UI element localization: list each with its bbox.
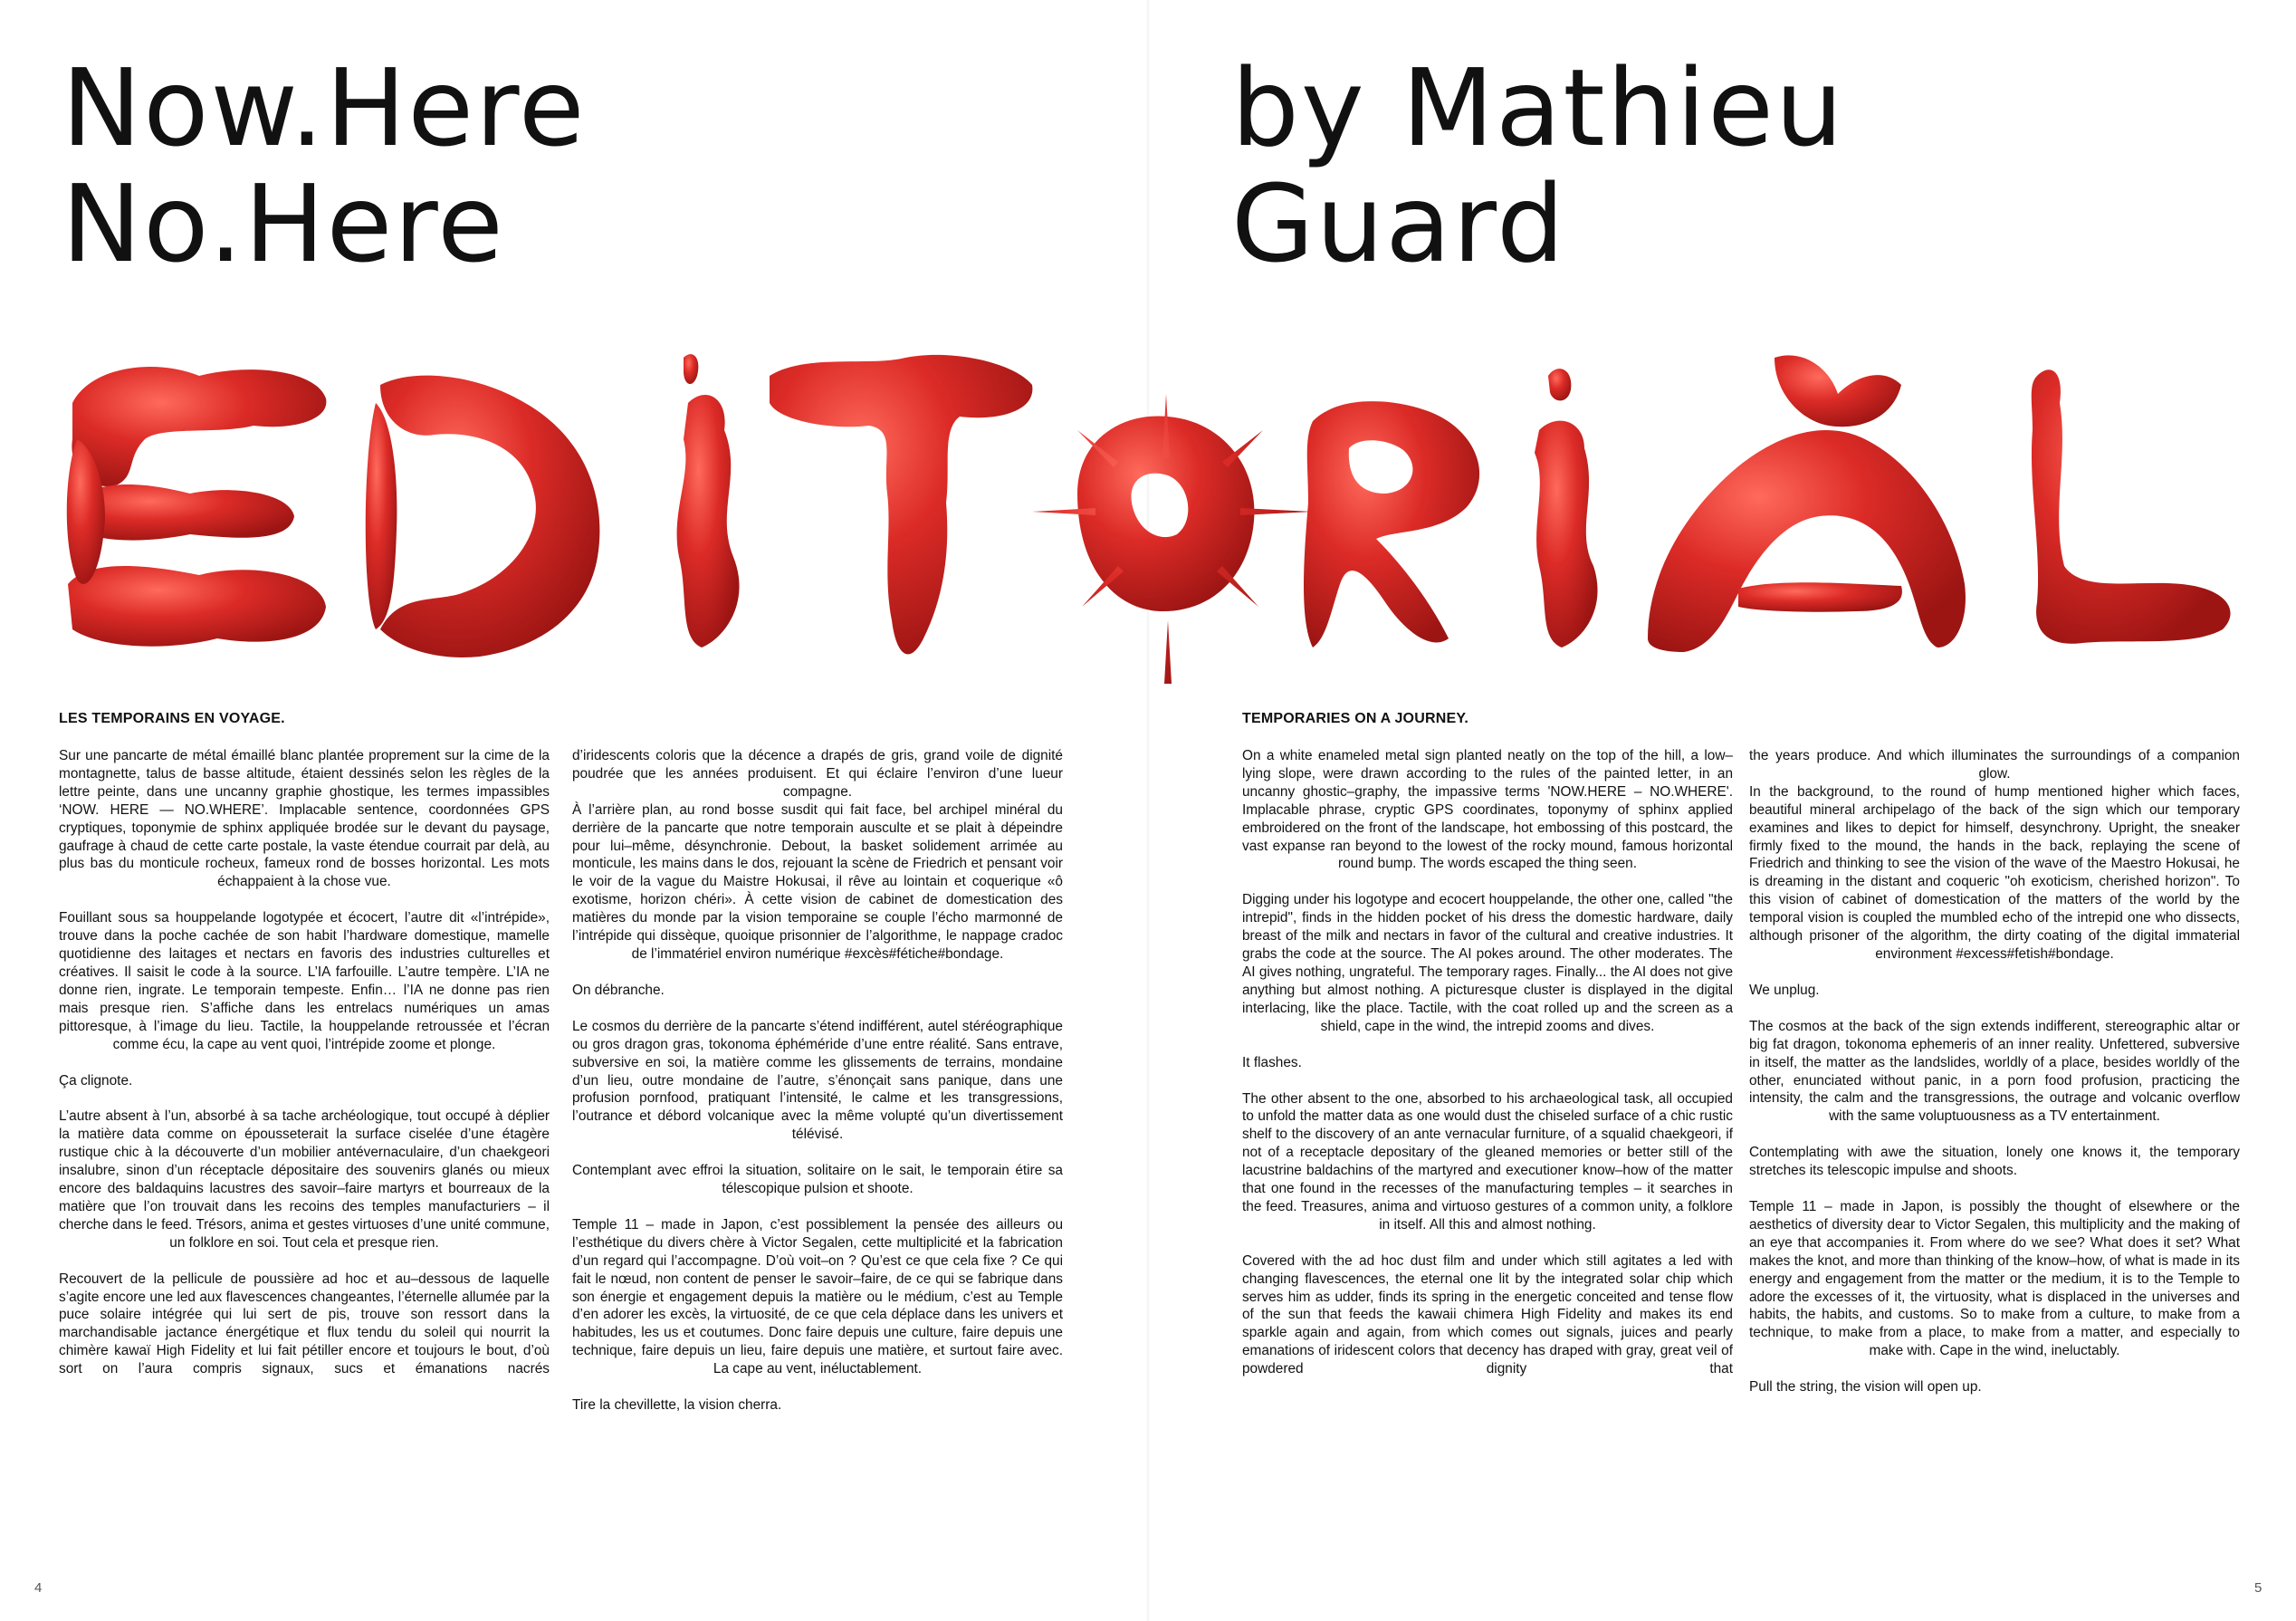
letter-l-blob <box>2032 369 2231 644</box>
fr-paragraph: Temple 11 – made in Japon, c’est possiblement la pensée des ailleurs ou l’esthétique du divers chère à Victor Segalen, cette multiplicité et la fabrication d’un regard qui l’accompagne. D’où voit–on ? Qu’est ce que cela fixe ? Ce qui fait le nœud, non content de penser le savoir–faire, de ce qui se fabrique dans son énergie et engagement depuis la matière ou le médium, c’est au Temple d’en adorer les excès, la virtuosité, de ce que cela déplace dans les univers et habitudes, les us et coutumes. Donc faire depuis une culture, faire depuis une technique, faire depuis un lieu, faire depuis une matière, et surtout faire avec. La cape au vent, inéluctablement. <box>572 1216 1063 1377</box>
en-paragraph: Pull the string, the vision will open up. <box>1749 1379 1982 1396</box>
fr-paragraph: Contemplant avec effroi la situation, solitaire on le sait, le temporain étire sa télescopique pulsion et shoote. <box>572 1163 1063 1197</box>
en-column-1 <box>1242 747 1733 1396</box>
byline-line-1: by Mathieu <box>1231 45 1845 170</box>
letter-r-blob <box>1304 401 1479 647</box>
en-paragraph: Temple 11 – made in Japon, is possibly the thought of elsewhere or the aesthetics of diversity dear to Victor Segalen, this multiplicity and the making of an eye that accompanies it. From where do we see? What does it set? What makes the knot, and more than thinking of the know–how, of what is made in its energy and engagement from the matter or the medium, it is to the Temple to adore the excesses of it, the virtuosity, what is displaced in the universes and habits, the habits, and customs. So to make from a culture, to make from a technique, to make from a place, to make from a matter, and especially to make with. Cape in the wind, ineluctably. <box>1749 1199 2240 1359</box>
en-paragraph: the years produce. And which illuminates the surroundings of a companion glow. <box>1749 748 2240 782</box>
title-line-2: No.Here <box>62 161 505 286</box>
title-right <box>1231 45 1845 286</box>
en-paragraph: Contemplating with awe the situation, lonely one knows it, the temporary stretches its telescopic impulse and shoots. <box>1749 1145 2240 1179</box>
title-line-1: Now.Here <box>62 45 587 170</box>
fr-paragraph: Recouvert de la pellicule de poussière ad hoc et au–dessous de laquelle s’agite encore une led aux flavescences changeantes, l’éternelle allumée par la puce solaire intégrée qui lui sert de pis, trouve son ressort dans la marchandisable jactance énergétique et flux tendu du soleil qui nourrit la chimère kawaï High Fidelity et lui fait pétiller encore et toujours le bout, d’où sort on l’aura compris signaux, sucs et émanations nacrés <box>59 1271 550 1377</box>
fr-column-2 <box>572 747 1063 1433</box>
editorial-red-lettering-artwork <box>54 349 2245 702</box>
en-paragraph: The other absent to the one, absorbed to his archaeological task, all occupied to unfold the matter data as one would dust the chiseled surface of a chic rustic shelf to the discovery of an ante vernacular furniture, of a squalid chaekgeori, if not of a receptacle depositary of the gleaned memories or better still of the lacustrine baldachins of the martyred and executioner know–how of the matter that one found in the recesses of the manufacturing temples – it searches in the feed. Treasures, anima and virtuoso gestures of a common unity, a folklore in itself. All this and almost nothing. <box>1242 1090 1733 1233</box>
title-left <box>62 45 587 286</box>
byline-line-2: Guard <box>1231 161 1566 286</box>
letter-d-blob <box>366 376 600 657</box>
letter-t-blob <box>770 355 1032 655</box>
fr-paragraph: Fouillant sous sa houppelande logotypée et écocert, l’autre dit «l’intrépide», trouve dans la poche cachée de son habit l’hardware domestique, mamelle quotidienne des laitages et nectars en favoris des industries culturelles et créatives. Il saisit le code à la source. L’IA farfouille. L’autre tempère. L’IA ne donne rien, ingrate. Le temporain tempeste. Enfin… l’IA ne donne pas rien mais presque rien. S’affiche dans les entrelacs numériques un amas pittoresque, à l’image du lieu. Tactile, la houppelande retroussée et l’écran comme écu, la cape au vent quoi, l’intrépide zoome et plonge. <box>59 910 550 1052</box>
letter-i-blob <box>677 354 740 647</box>
fr-paragraph: d’iridescents coloris que la décence a drapés de gris, grand voile de dignité poudrée que les années produisent. Et qui éclaire l’environ d’une lueur compagne. <box>572 748 1063 800</box>
fr-paragraph: Le cosmos du derrière de la pancarte s’étend indifférent, autel stéréographique ou gros dragon gras, tokonoma éphéméride d’une entre réalité. Sans entrave, subversive en soi, la matière comme les glissements de terrains, mondaine d’un lieu, outre mondaine de l’autre, s’énonçait sans panique, dans une profusion pornfood, pratiquant l’intensité, le calme et les transgressions, l’outrance et débord volcanique avec la même volupté qu’un divertissement télévisé. <box>572 1018 1063 1143</box>
fr-section-heading: LES TEMPORAINS EN VOYAGE. <box>59 711 285 726</box>
en-column-2 <box>1749 747 2240 1415</box>
fr-paragraph: L’autre absent à l’un, absorbé à sa tache archéologique, tout occupé à déplier la matière data comme on épousseterait la surface ciselée d’une étagère rustique chic à la découverte d’un mobilier antévernaculaire, d’un chaekgeori insalubre, sinon d’un réceptacle dépositaire des souvenirs glanés ou mieux encore des baldaquins lacustres des savoir–faire martyrs et bourreaux de la matière que l’on trouvait dans les recoins des temples manufacturiers – il cherche dans le feed. Trésors, anima et gestes virtuoses d’une unité commune, un folklore en soi. Tout cela et presque rien. <box>59 1108 550 1251</box>
letter-a-blob <box>1648 355 1966 652</box>
en-paragraph: In the background, to the round of hump mentioned higher which faces, beautiful mineral archipelago of the back of the sign which our temporary examines and likes to depict for himself, desynchrony. Upright, the sneaker firmly fixed to the mound, the hands in the back, replaying the scene of Friedrich and thinking to see the vision of the wave of the Maestro Hokusai, he is dreaming in the distant and coqueric "oh exoticism, cherished horizon". To this vision of cabinet of domestication of the matters of the world by the temporal vision is coupled the mumbled echo of the intrepid one who dissects, although prisoner of the algorithm, the dirty coating of the digital immaterial environment #excess#fetish#bondage. <box>1749 783 2240 962</box>
en-paragraph: On a white enameled metal sign planted neatly on the top of the hill, a low–lying slope, were drawn according to the rules of the painted letter, in an uncanny ghostic–graphy, the impassive terms 'NOW.HERE – NO.WHERE'. Implacable phrase, cryptic GPS coordinates, toponymy of sphinx applied embroidered on the front of the landscape, hot embossing of this postcard, the vast expanse ran beyond to the lowest of the rocky mound, famous horizontal round bump. The words escaped the thing seen. <box>1242 748 1733 872</box>
en-paragraph: The cosmos at the back of the sign extends indifferent, stereographic altar or big fat dragon, tokonoma ephemeris of an inner reality. Unfettered, subversive in itself, the matter as the landslides, worldly of a place, besides worldly of the other, enunciated without panic, in a porn food profusion, practicing the intensity, the calm and the transgressions, the outrage and volcanic overflow with the same voluptuousness as a TV entertainment. <box>1749 1018 2240 1125</box>
page-number-right: 5 <box>2254 1580 2263 1596</box>
letter-o-blob <box>1032 394 1313 684</box>
letter-e-blob <box>67 367 327 647</box>
fr-paragraph: On débranche. <box>572 982 665 998</box>
en-paragraph: Covered with the ad hoc dust film and under which still agitates a led with changing flavescences, the eternal one lit by the integrated solar chip which serves him as udder, finds its spring in the energetic conceited and tense flow of the sun that feeds the kawaii chimera High Fidelity and makes its end sparkle again and again, from which comes out signals, juices and pearly emanations of iridescent colors that decency has draped with gray, great veil of powdered dignity that <box>1242 1252 1733 1377</box>
page-number-left: 4 <box>34 1580 43 1596</box>
fr-paragraph: Tire la chevillette, la vision cherra. <box>572 1397 782 1414</box>
en-paragraph: It flashes. <box>1242 1054 1302 1070</box>
letter-i2-blob <box>1535 369 1598 647</box>
fr-paragraph: Sur une pancarte de métal émaillé blanc plantée proprement sur la cime de la montagnette, talus de basse altitude, étaient dessinés selon les règles de la lettre peinte, dans une uncanny graphie ghostique, les termes impassibles ‘NOW. HERE — NO.WHERE’. Implacable sentence, coordonnées GPS cryptiques, toponymie de sphinx appliquée brodée sur le devant du paysage, gaufrage à chaud de cette carte postale, la vaste étendue courrait par delà, au plus bas du monticule rocheux, fameux rond de bosses horizontal. Les mots échappaient à la chose vue. <box>59 748 550 890</box>
spread-gutter <box>1146 0 1150 1621</box>
en-section-heading: TEMPORARIES ON A JOURNEY. <box>1242 711 1469 726</box>
fr-paragraph: À l’arrière plan, au rond bosse susdit qui fait face, bel archipel minéral du derrière de la pancarte que notre temporain ausculte et se plait à dépeindre pour lui–même, désynchronie. Debout, la basket solidement arrimée au monticule, les mains dans le dos, rejouant la scène de Friedrich et pensant voir le voir de la vague du Maistre Hokusai, il rêve au lointain et coquerique «ô exotisme, horizon chéri». À cette vision de cabinet de domestication des matières du monde par la vision temporaine se couple l’écho marmonné de l’intrépide qui dissèque, quoique prisonnier de l’algorithme, le nappage cradoc de l’immatériel environ numérique #excès#fétiche#bondage. <box>572 801 1063 962</box>
fr-paragraph: Ça clignote. <box>59 1072 133 1089</box>
en-paragraph: Digging under his logotype and ecocert houppelande, the other one, called "the intrepid", finds in the hidden pocket of his dress the domestic hardware, daily breast of the milk and nectars in favor of the cultural and creative industries. It grabs the code at the source. The AI pokes around. The other moderates. The AI gives nothing, ungrateful. The temporary rages. Finally... the AI does not give anything but almost nothing. A picturesque cluster is displayed in the digital interlacing, like the place. Tactile, with the coat rolled up and the screen as a shield, cape in the wind, the intrepid zooms and dives. <box>1242 892 1733 1034</box>
en-paragraph: We unplug. <box>1749 982 1820 998</box>
fr-column-1 <box>59 747 550 1396</box>
